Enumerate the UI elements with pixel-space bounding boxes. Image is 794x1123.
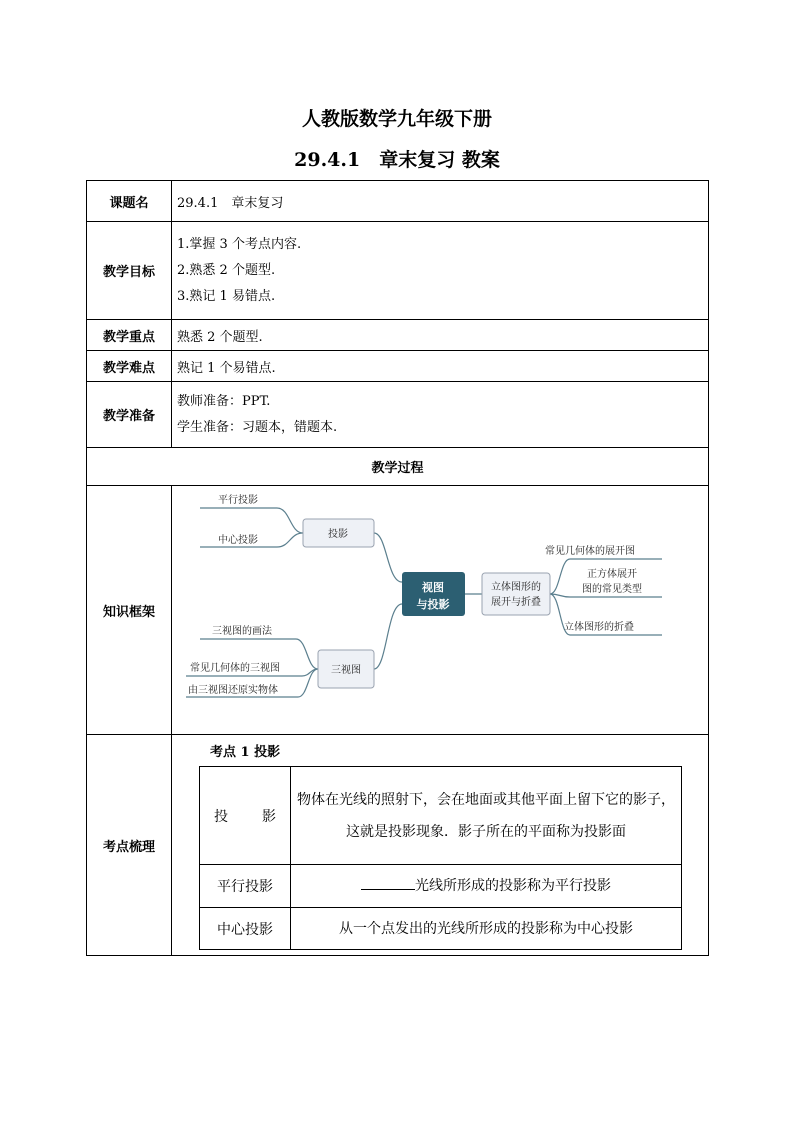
prep-label: 教学准备: [87, 382, 172, 448]
prep-item: 学生准备：习题本，错题本.: [177, 419, 338, 435]
topic-value: 29.4.1 章末复习: [172, 181, 709, 222]
projection-label: 投影: [328, 529, 348, 540]
row-goals: [87, 222, 709, 320]
lesson-plan-table: [86, 180, 709, 956]
central-projection-label: 中心投影: [218, 535, 258, 546]
mindmap-cell: [172, 486, 709, 735]
s-fold-label: 立体图形的折叠: [564, 622, 634, 633]
framework-label: 知识框架: [87, 486, 172, 735]
kaodian-row: [200, 767, 682, 865]
connector: [374, 604, 402, 669]
kaodian-title: 考点 1 投影: [210, 745, 281, 760]
kaodian-row-value: 从一个点发出的光线所形成的投影称为中心投影: [291, 908, 682, 950]
points-label: 考点梳理: [87, 735, 172, 956]
label-char: 影: [262, 808, 276, 825]
kaodian-row-value: [291, 865, 682, 908]
kaodian-row-label: 中心投影: [200, 908, 291, 950]
kaodian-row-text: 光线所形成的投影称为平行投影: [415, 878, 611, 894]
row-prep: [87, 382, 709, 448]
process-heading: 教学过程: [87, 448, 709, 486]
difficult-label: 教学难点: [87, 351, 172, 382]
tv-restore-label: 由三视图还原实物体: [188, 685, 278, 696]
tv-common-label: 常见几何体的三视图: [190, 663, 280, 674]
points-cell: [172, 735, 709, 956]
kaodian-row: [200, 865, 682, 908]
goals-label: 教学目标: [87, 222, 172, 320]
difficult-value: 熟记 1 个易错点.: [172, 351, 709, 382]
kaodian-section: [172, 735, 708, 955]
solid-label: 立体图形的: [491, 582, 541, 593]
kaodian-row-label: [200, 767, 291, 865]
three-views-label: 三视图: [331, 665, 361, 676]
document-title: 人教版数学九年级下册: [301, 108, 492, 130]
parallel-projection-label: 平行投影: [218, 495, 258, 506]
goal-item: 1.掌握 3 个考点内容.: [177, 236, 302, 252]
goals-list: [172, 222, 709, 320]
goal-item: 2.熟悉 2 个题型.: [177, 262, 276, 278]
goal-item: 3.熟记 1 易错点.: [177, 288, 276, 304]
prep-item: 教师准备：PPT.: [177, 393, 271, 409]
center-label: 视图: [422, 581, 444, 594]
row-framework: [87, 486, 709, 735]
lesson-title: 29.4.1 章末复习 教案: [294, 149, 500, 171]
kaodian-table: [199, 766, 682, 950]
mind-map: [172, 486, 708, 734]
topic-label: 课题名: [87, 181, 172, 222]
row-process: [87, 448, 709, 486]
connector: [200, 508, 303, 533]
center-label: 与投影: [416, 598, 450, 611]
kaodian-row-label: 平行投影: [200, 865, 291, 908]
key-value: 熟悉 2 个题型.: [172, 320, 709, 351]
row-key: [87, 320, 709, 351]
tv-draw-label: 三视图的画法: [212, 626, 272, 637]
prep-list: [172, 382, 709, 448]
s-cube-label: 正方体展开: [587, 569, 637, 580]
connector: [374, 533, 402, 582]
row-difficult: [87, 351, 709, 382]
label-char: 投: [214, 808, 228, 825]
solid-node: [482, 573, 550, 615]
solid-label: 展开与折叠: [491, 597, 541, 608]
key-label: 教学重点: [87, 320, 172, 351]
mind-map-svg: [172, 486, 709, 734]
kaodian-row-value: 物体在光线的照射下，会在地面或其他平面上留下它的影子，这就是投影现象．影子所在的平面称为投影面: [291, 767, 682, 865]
fill-blank[interactable]: [361, 875, 415, 890]
s-cube-label: 图的常见类型: [582, 584, 642, 595]
row-points: [87, 735, 709, 956]
s-common-label: 常见几何体的展开图: [545, 546, 635, 557]
kaodian-row: [200, 908, 682, 950]
row-topic: [87, 181, 709, 222]
